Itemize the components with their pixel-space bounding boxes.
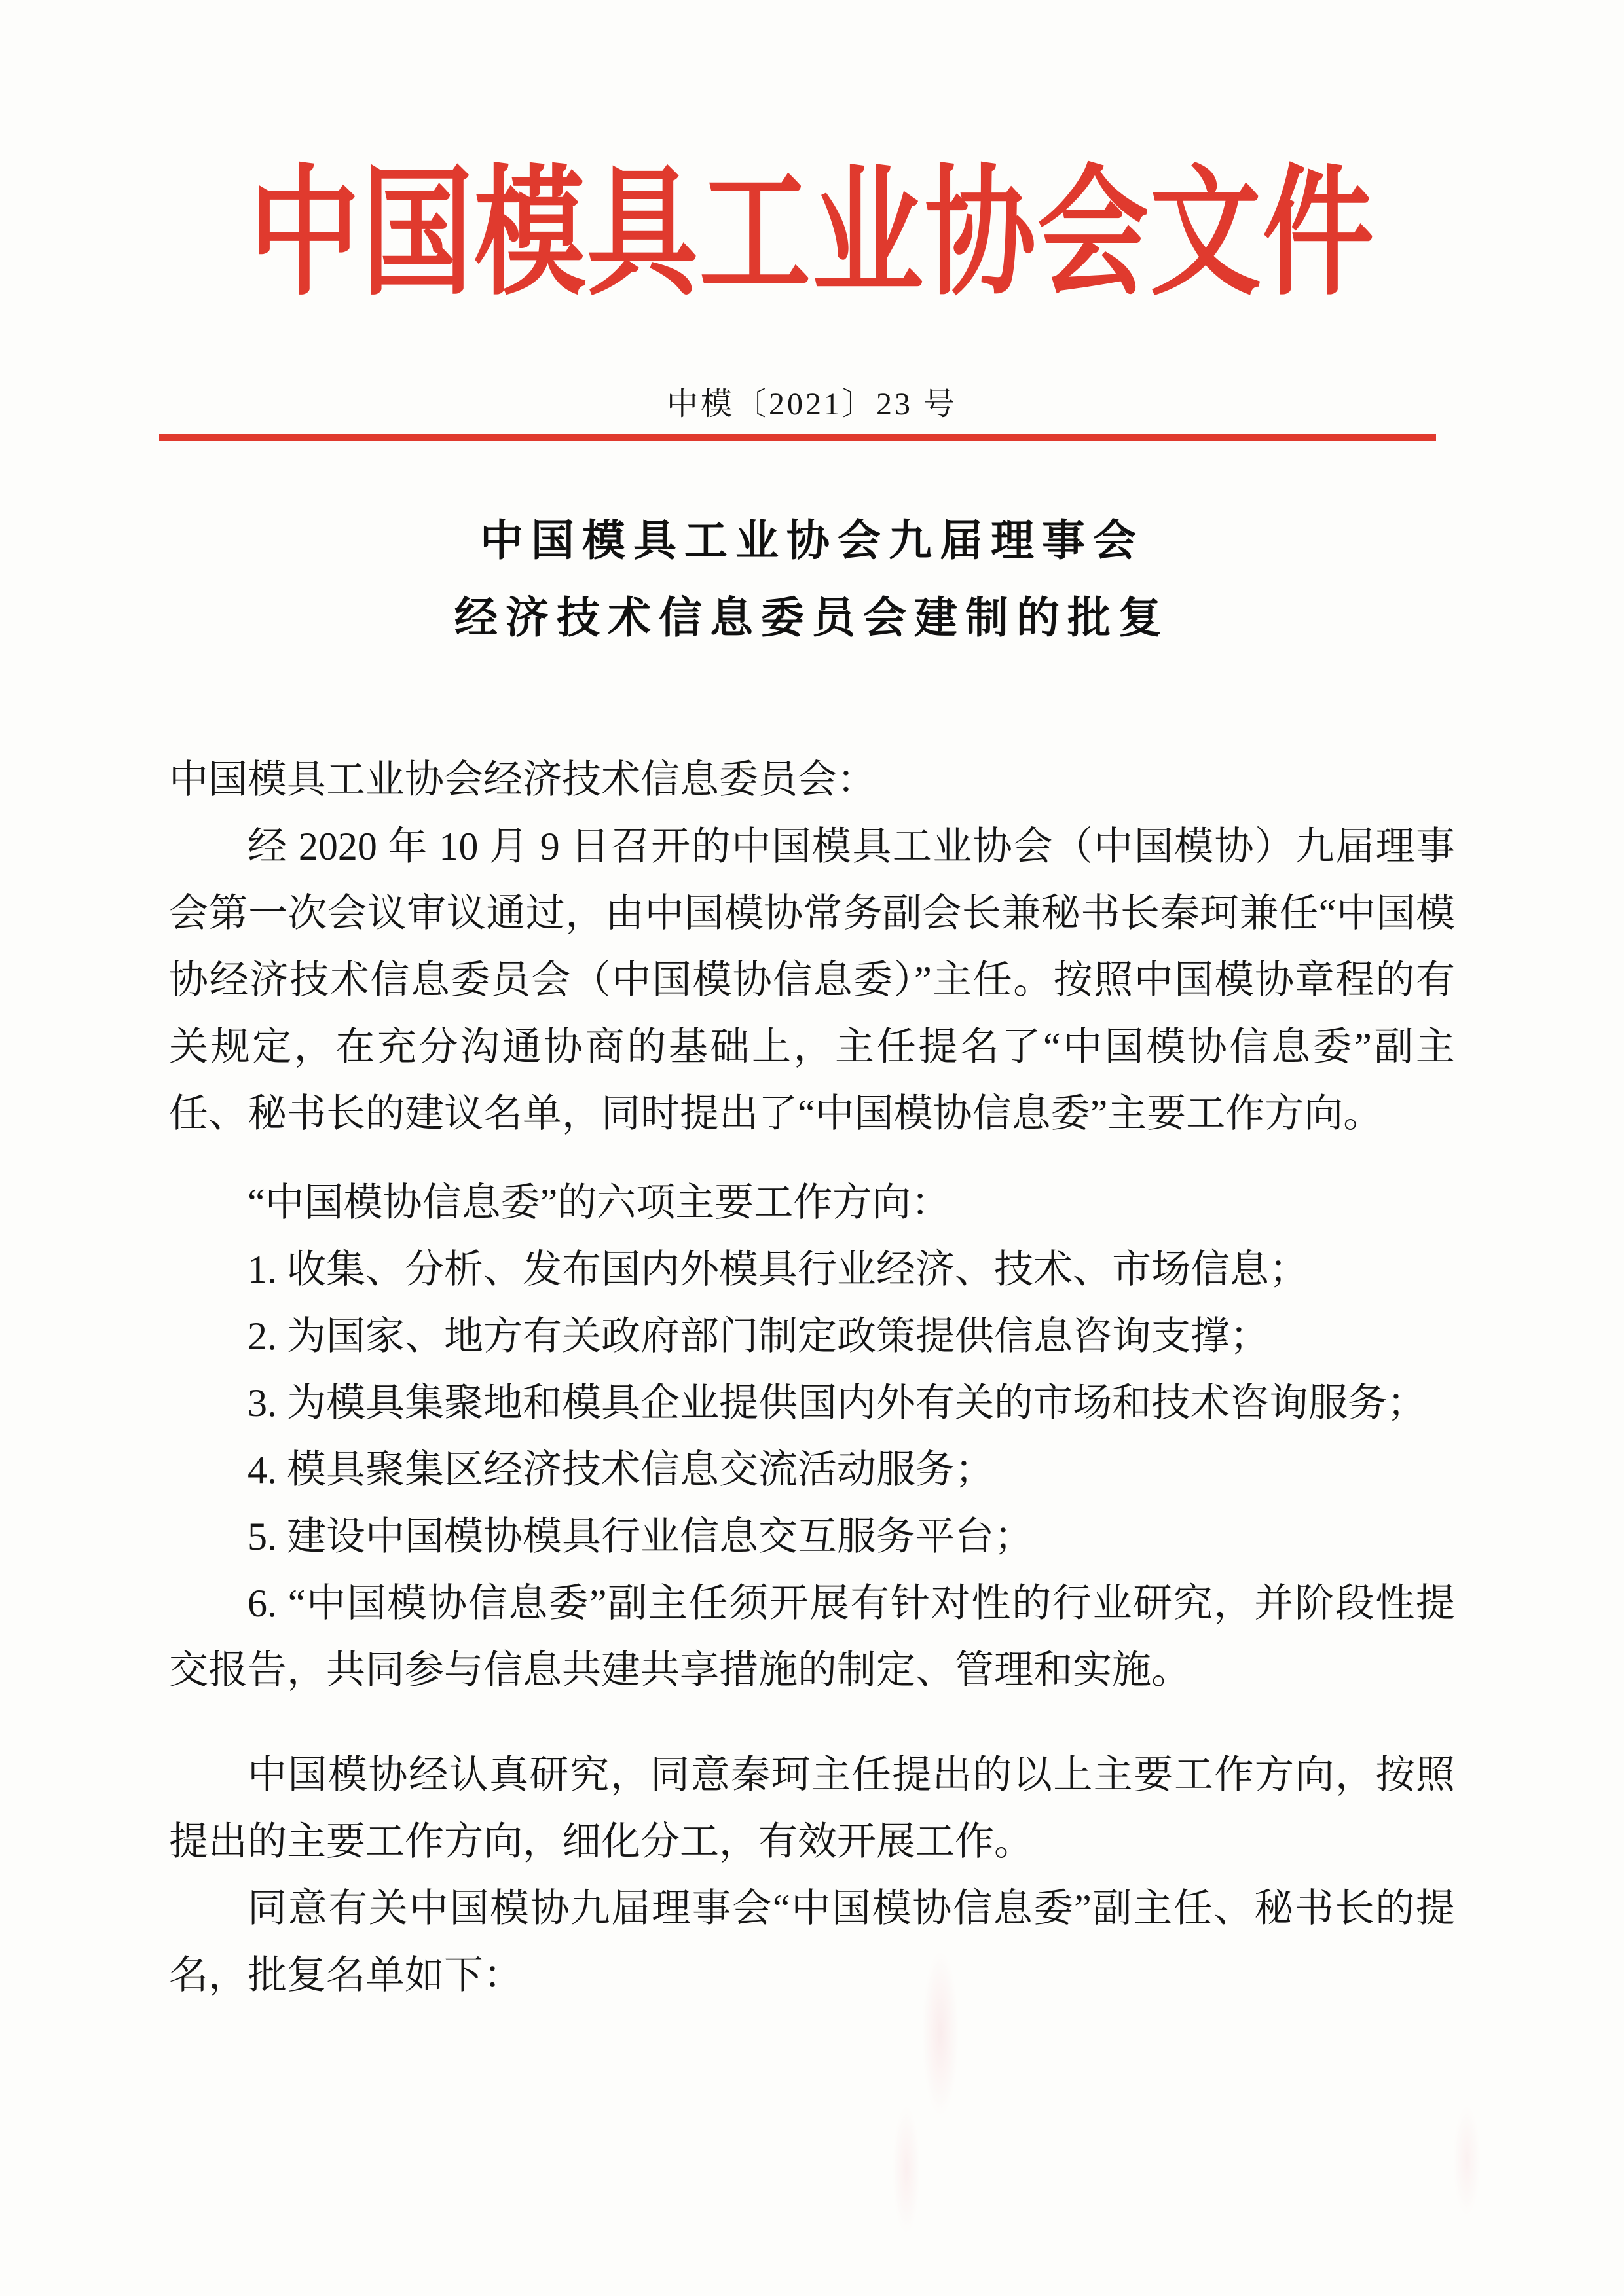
letterhead-org-title-text: 中国模具工业协会文件 xyxy=(248,156,1375,312)
doc-title-line-2: 经济技术信息委员会建制的批复 xyxy=(454,594,1170,642)
red-separator-rule xyxy=(159,434,1436,441)
doc-title xyxy=(0,503,1624,657)
work-direction-item: 4. 模具聚集区经济技术信息交流活动服务； xyxy=(248,1448,994,1491)
doc-number: 中模〔2021〕23 号 xyxy=(666,387,957,422)
work-direction-item: 6. “中国模协信息委”副主任须开展有针对性的行业研究，并阶段性提交报告，共同参与信息共建共享措施的制定、管理和实施。 xyxy=(169,1582,1455,1692)
scan-smudge-artifact xyxy=(1428,2062,1506,2259)
salutation: 中国模具工业协会经济技术信息委员会： xyxy=(169,758,876,801)
work-direction-item: 1. 收集、分析、发布国内外模具行业经济、技术、市场信息； xyxy=(248,1248,1308,1291)
nomination-paragraph: 同意有关中国模协九届理事会“中国模协信息委”副主任、秘书长的提名，批复名单如下： xyxy=(169,1887,1455,1997)
work-direction-item: 2. 为国家、地方有关政府部门制定政策提供信息咨询支撑； xyxy=(248,1315,1269,1358)
doc-title-line-1: 中国模具工业协会九届理事会 xyxy=(480,517,1144,565)
document-body xyxy=(169,746,1455,2009)
opening-paragraph: 经 2020 年 10 月 9 日召开的中国模具工业协会（中国模协）九届理事会第一次会议审议通过，由中国模协常务副会长兼秘书长秦珂兼任“中国模协经济技术信息委员会（中国模协信息委）”主任。按照中国模协章程的有关规定，在充分沟通协商的基础上，主任提名了“中国模协信息委”副主任、秘书长的建议名单，同时提出了“中国模协信息委”主要工作方向。 xyxy=(169,825,1455,1135)
work-direction-item: 3. 为模具集聚地和模具企业提供国内外有关的市场和技术咨询服务； xyxy=(248,1381,1426,1425)
letterhead-org-title xyxy=(0,156,1624,312)
directions-intro: “中国模协信息委”的六项主要工作方向： xyxy=(248,1181,951,1224)
work-direction-item: 5. 建设中国模协模具行业信息交互服务平台； xyxy=(248,1515,1033,1558)
approval-paragraph: 中国模协经认真研究，同意秦珂主任提出的以上主要工作方向，按照提出的主要工作方向，细化分工，有效开展工作。 xyxy=(169,1753,1455,1863)
